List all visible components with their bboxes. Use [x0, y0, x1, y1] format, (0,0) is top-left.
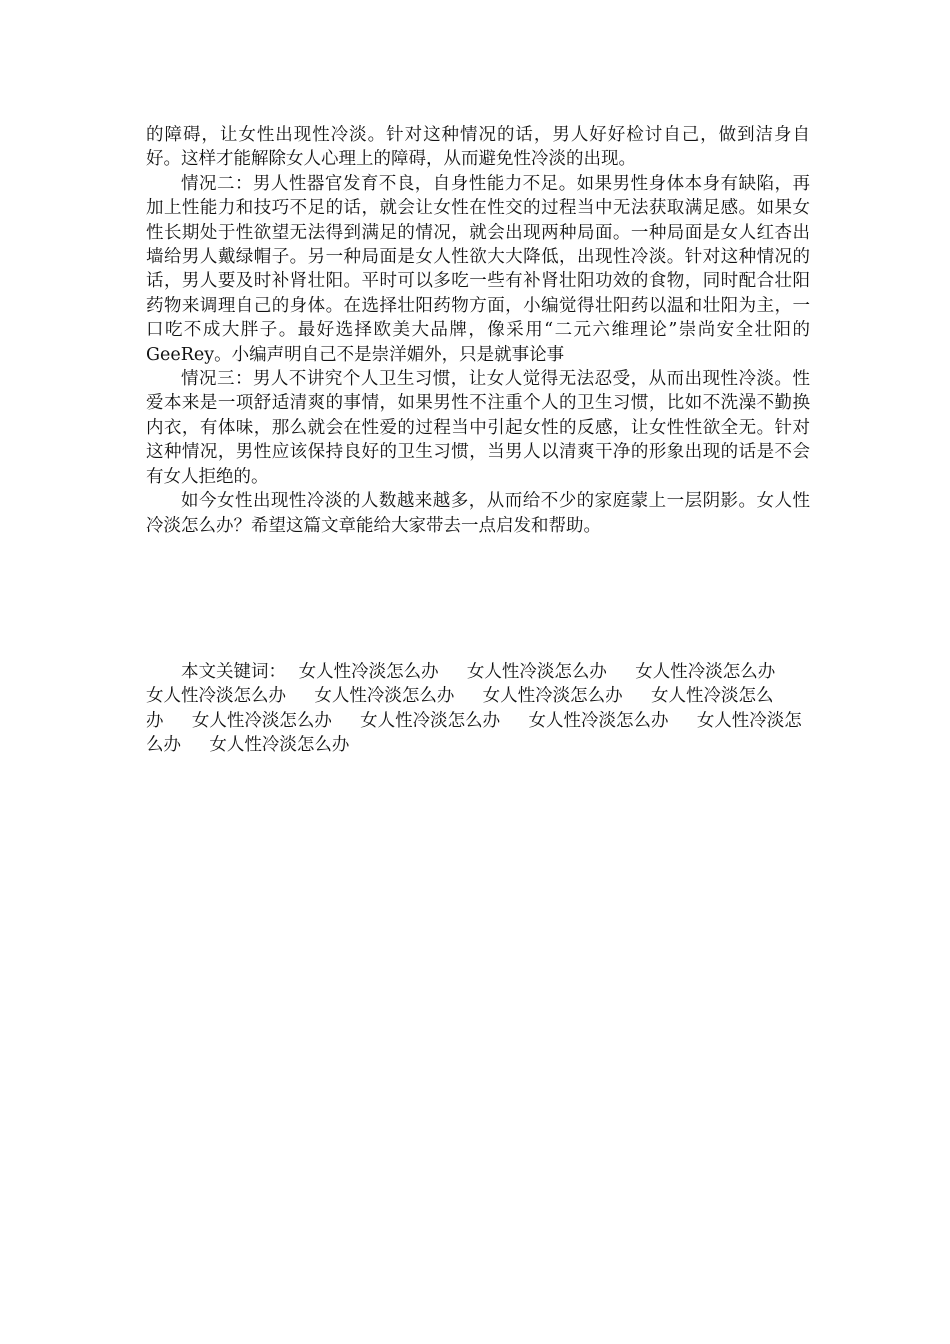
keyword-item: 女人性冷淡怎么办	[528, 710, 669, 731]
keyword-item: 女人性冷淡怎么办	[146, 686, 774, 731]
keyword-item: 女人性冷淡怎么办	[209, 735, 350, 756]
keyword-item: 女人性冷淡怎么办	[298, 661, 439, 682]
keyword-item: 女人性冷淡怎么办	[635, 661, 776, 682]
keyword-item: 女人性冷淡怎么办	[466, 661, 607, 682]
paragraph-conclusion: 如今女性出现性冷淡的人数越来越多，从而给不少的家庭蒙上一层阴影。女人性冷淡怎么办？希望这篇文章能给大家带去一点启发和帮助。	[146, 491, 810, 536]
keyword-item: 女人性冷淡怎么办	[146, 686, 286, 707]
paragraph-situation-two: 情况二：男人性器官发育不良，自身性能力不足。如果男性身体本身有缺陷，再加上性能力和技巧不足的话，就会让女性在性交的过程当中无法获取满足感。如果女性长期处于性欲望无法得到满足的情况，就会出现两种局面。一种局面是女人红杏出墙给男人戴绿帽子。另一种局面是女人性欲大大降低，出现性冷淡。针对这种情况的话，男人要及时补肾壮阳。平时可以多吃一些有补肾壮阳功效的食物，同时配合壮阳药物来调理自己的身体。在选择壮阳药物方面，小编觉得壮阳药以温和壮阳为主，一口吃不成大胖子。最好选择欧美大品牌，像采用“二元六维理论”崇尚安全壮阳的GeeRey。小编声明自己不是崇洋媚外，只是就事论事	[146, 173, 810, 365]
paragraph-situation-three: 情况三：男人不讲究个人卫生习惯，让女人觉得无法忍受，从而出现性冷淡。性爱本来是一项舒适清爽的事情，如果男性不注重个人的卫生习惯，比如不洗澡不勤换内衣，有体味，那么就会在性爱的过程当中引起女性的反感，让女性性欲全无。针对这种情况，男性应该保持良好的卫生习惯，当男人以清爽干净的形象出现的话是不会有女人拒绝的。	[146, 369, 810, 487]
section-spacer	[146, 538, 810, 660]
keyword-item: 女人性冷淡怎么办	[191, 710, 332, 731]
keyword-item: 女人性冷淡怎么办	[146, 710, 802, 756]
keyword-item: 女人性冷淡怎么办	[360, 710, 501, 731]
keyword-item: 女人性冷淡怎么办	[314, 686, 455, 707]
keyword-item: 女人性冷淡怎么办	[482, 686, 623, 707]
paragraph-intro-continuation: 的障碍，让女性出现性冷淡。针对这种情况的话，男人好好检讨自己，做到洁身自好。这样才能解除女人心理上的障碍，从而避免性冷淡的出现。	[146, 125, 810, 170]
keywords-label: 本文关键词：	[181, 661, 286, 682]
document-body	[146, 123, 810, 758]
keywords-line	[146, 660, 810, 758]
